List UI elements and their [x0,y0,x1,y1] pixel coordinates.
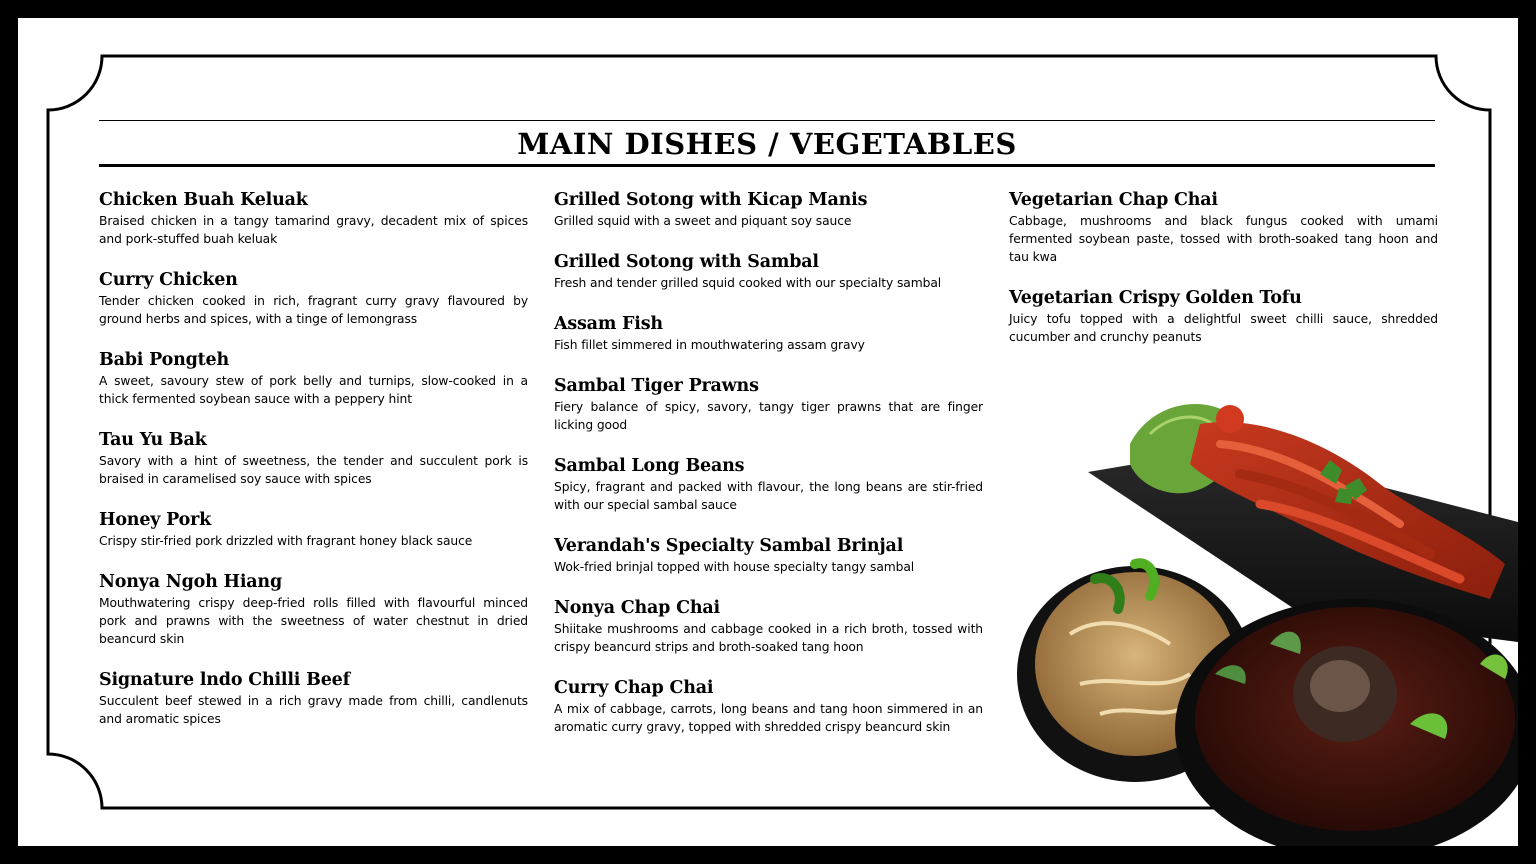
menu-item [554,596,983,656]
menu-item [1009,286,1438,346]
dish-name: Curry Chicken [99,270,238,290]
menu-item [554,454,983,514]
dish-description: Shiitake mushrooms and cabbage cooked in a rich broth, tossed with crispy beancurd strips and broth-soaked tang hoon [554,622,983,654]
dish-description: Fresh and tender grilled squid cooked with our specialty sambal [554,276,942,290]
menu-item [554,374,983,434]
dish-description: Cabbage, mushrooms and black fungus cooked with umami fermented soybean paste, tossed with broth-soaked tang hoon and tau kwa [1009,214,1438,264]
dish-name: Assam Fish [554,314,663,334]
dish-description: A sweet, savoury stew of pork belly and turnips, slow-cooked in a thick fermented soybean sauce with a peppery hint [99,374,528,406]
dish-description: Crispy stir-fried pork drizzled with fragrant honey black sauce [99,534,473,548]
dish-description: A mix of cabbage, carrots, long beans and tang hoon simmered in an aromatic curry gravy, topped with shredded crispy beancurd skin [554,702,983,734]
dish-name: Honey Pork [99,510,212,530]
dish-name: Sambal Tiger Prawns [554,376,759,396]
page-title: MAIN DISHES / VEGETABLES [517,127,1017,161]
menu-item [99,348,528,408]
dish-description: Fiery balance of spicy, savory, tangy tiger prawns that are finger licking good [554,400,983,432]
menu-item [554,676,983,736]
dish-name: Verandah's Specialty Sambal Brinjal [554,536,904,556]
dish-name: Nonya Ngoh Hiang [99,572,282,592]
dish-name: Nonya Chap Chai [554,598,720,618]
dish-description: Juicy tofu topped with a delightful sweet chilli sauce, shredded cucumber and crunchy peanuts [1009,312,1438,344]
menu-item [1009,188,1438,266]
dish-description: Savory with a hint of sweetness, the tender and succulent pork is braised in caramelised soy sauce with spices [99,454,528,486]
dish-name: Vegetarian Chap Chai [1009,190,1218,210]
dish-name: Sambal Long Beans [554,456,745,476]
dish-description: Mouthwatering crispy deep-fried rolls filled with flavourful minced pork and prawns with the sweetness of water chestnut in dried beancurd skin [99,596,528,646]
food-photo [1000,374,1518,846]
dish-description: Spicy, fragrant and packed with flavour, the long beans are stir-fried with our special sambal sauce [554,480,983,512]
title-top-rule [99,120,1435,121]
menu-item [99,268,528,328]
title-bottom-rule [99,164,1435,167]
dish-description: Tender chicken cooked in rich, fragrant curry gravy flavoured by ground herbs and spices, with a tinge of lemongrass [99,294,528,326]
dish-name: Babi Pongteh [99,350,229,370]
dish-description: Grilled squid with a sweet and piquant soy sauce [554,214,852,228]
menu-item [99,570,528,648]
menu-item [99,668,528,728]
menu-item [554,188,983,230]
dish-name: Grilled Sotong with Kicap Manis [554,190,868,210]
dish-description: Fish fillet simmered in mouthwatering assam gravy [554,338,865,352]
menu-item [554,312,983,354]
menu-item [99,428,528,488]
dish-description: Wok-fried brinjal topped with house specialty tangy sambal [554,560,915,574]
menu-item [554,250,983,292]
menu-item [99,188,528,248]
menu-item [99,508,528,550]
dish-name: Signature lndo Chilli Beef [99,670,350,690]
dish-name: Grilled Sotong with Sambal [554,252,819,272]
dish-description: Succulent beef stewed in a rich gravy made from chilli, candlenuts and aromatic spices [99,694,528,726]
dish-name: Vegetarian Crispy Golden Tofu [1009,288,1302,308]
menu-page [18,18,1518,846]
menu-item [554,534,983,576]
dish-description: Braised chicken in a tangy tamarind gravy, decadent mix of spices and pork-stuffed buah keluak [99,214,528,246]
dish-name: Tau Yu Bak [99,430,207,450]
dish-name: Curry Chap Chai [554,678,714,698]
dish-name: Chicken Buah Keluak [99,190,308,210]
